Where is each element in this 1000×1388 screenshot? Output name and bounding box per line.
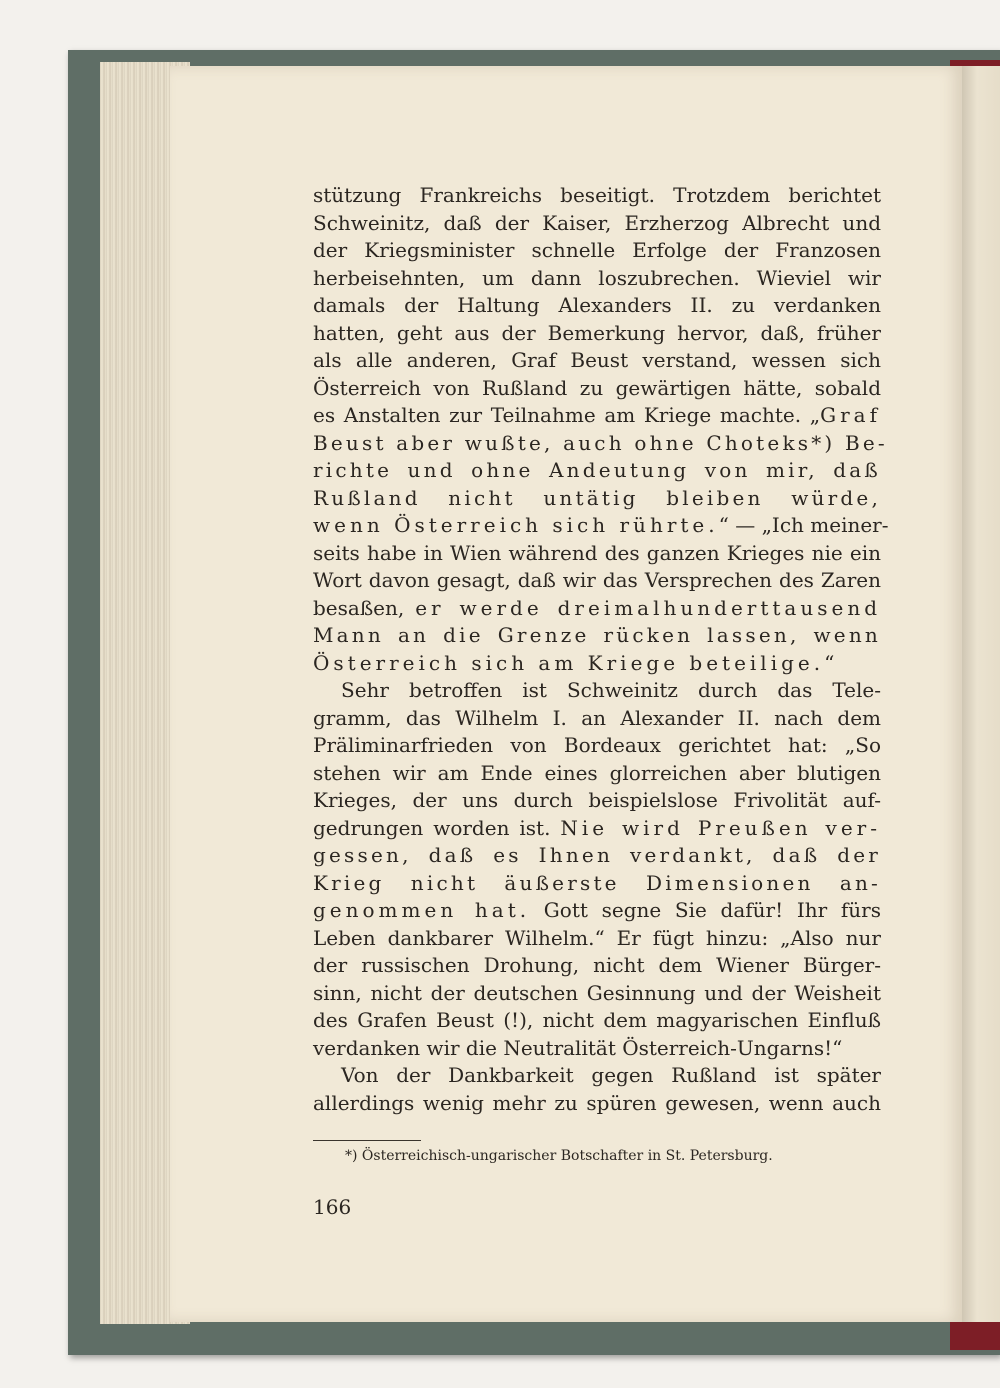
text-line: verdanken wir die Neutralität Österreich-Ungarns!“ xyxy=(313,1035,843,1060)
text-line xyxy=(313,512,889,540)
text-line: des Grafen Beust (!), nicht dem magyarischen Einfluß xyxy=(313,1008,881,1032)
text-segment: es Anstalten zur Teilnahme am Kriege machte. „ xyxy=(313,403,821,427)
text-line: damals der Haltung Alexanders II. zu verdanken xyxy=(313,293,881,317)
spaced-text: genommen hat. xyxy=(313,898,531,922)
text-line: seits habe in Wien während des ganzen Krieges nie ein xyxy=(313,540,881,565)
text-line: Österreich von Rußland zu gewärtigen hätte, sobald xyxy=(313,375,881,400)
text-line: Beust aber wußte, auch ohne Choteks*) Be- xyxy=(313,430,888,455)
text-line: der Kriegsminister schnelle Erfolge der Franzosen xyxy=(313,238,881,262)
spaced-text: Graf xyxy=(820,403,881,427)
text-line: Schweinitz, daß der Kaiser, Erzherzog Albrecht und xyxy=(313,210,881,235)
text-line: herbeisehnten, um dann loszubrechen. Wieviel wir xyxy=(313,265,881,290)
spaced-text: Österreich sich am Kriege beteilige. xyxy=(313,650,825,675)
text-line: allerdings wenig mehr zu spüren gewesen, wenn auch xyxy=(313,1090,881,1115)
body-text xyxy=(313,182,889,1117)
text-line: Von der Dankbarkeit gegen Rußland ist später xyxy=(341,1063,881,1087)
text-segment: besaßen, xyxy=(313,595,416,620)
footnote-divider xyxy=(313,1140,421,1141)
opposite-page-edge xyxy=(962,66,1000,1322)
text-segment: gedrungen worden ist. xyxy=(313,815,561,840)
text-line: hatten, geht aus der Bemerkung hervor, daß, früher xyxy=(313,320,881,345)
text-line: Leben dankbarer Wilhelm.“ Er fügt hinzu: „Also nur xyxy=(313,925,881,950)
text-line xyxy=(313,595,881,623)
text-line: Krieges, der uns durch beispielslose Frivolität auf- xyxy=(313,788,881,812)
text-line: Rußland nicht untätig bleiben würde, xyxy=(313,485,881,510)
spaced-text: wenn Österreich sich rührte. xyxy=(313,513,719,537)
text-line xyxy=(313,402,881,430)
text-line: der russischen Drohung, nicht dem Wiener Bürger- xyxy=(313,953,881,977)
spaced-text: Nie wird Preußen ver- xyxy=(560,815,882,840)
text-line: sinn, nicht der deutschen Gesinnung und der Weisheit xyxy=(313,980,881,1005)
text-line xyxy=(313,815,881,843)
text-line: als alle anderen, Graf Beust verstand, wessen sich xyxy=(313,348,881,372)
text-line: Präliminarfrieden von Bordeaux gerichtet hat: „So xyxy=(313,733,881,757)
text-line: gessen, daß es Ihnen verdankt, daß der xyxy=(313,843,881,867)
text-line: Wort davon gesagt, daß wir das Versprechen des Zaren xyxy=(313,568,881,592)
text-line: stehen wir am Ende eines glorreichen aber blutigen xyxy=(313,760,881,785)
text-line: richte und ohne Andeutung von mir, daß xyxy=(313,458,881,482)
text-segment: “ xyxy=(824,650,835,675)
footnote: *) Österreichisch-ungarischer Botschafter in St. Petersburg. xyxy=(345,1148,773,1164)
text-line xyxy=(313,650,881,678)
text-segment: Gott segne Sie dafür! Ihr fürs xyxy=(530,898,881,922)
text-line: stützung Frankreichs beseitigt. Trotzdem berichtet xyxy=(313,183,881,207)
text-line: Mann an die Grenze rücken lassen, wenn xyxy=(313,623,881,647)
text-line xyxy=(313,897,881,925)
text-line: Sehr betroffen ist Schweinitz durch das Tele- xyxy=(341,678,881,702)
text-line: gramm, das Wilhelm I. an Alexander II. nach dem xyxy=(313,705,881,730)
page-number: 166 xyxy=(313,1195,352,1219)
text-line: Krieg nicht äußerste Dimensionen an- xyxy=(313,870,881,895)
spaced-text: er werde dreimalhunderttausend xyxy=(415,595,881,620)
text-segment: “ — „Ich meiner- xyxy=(718,513,889,537)
